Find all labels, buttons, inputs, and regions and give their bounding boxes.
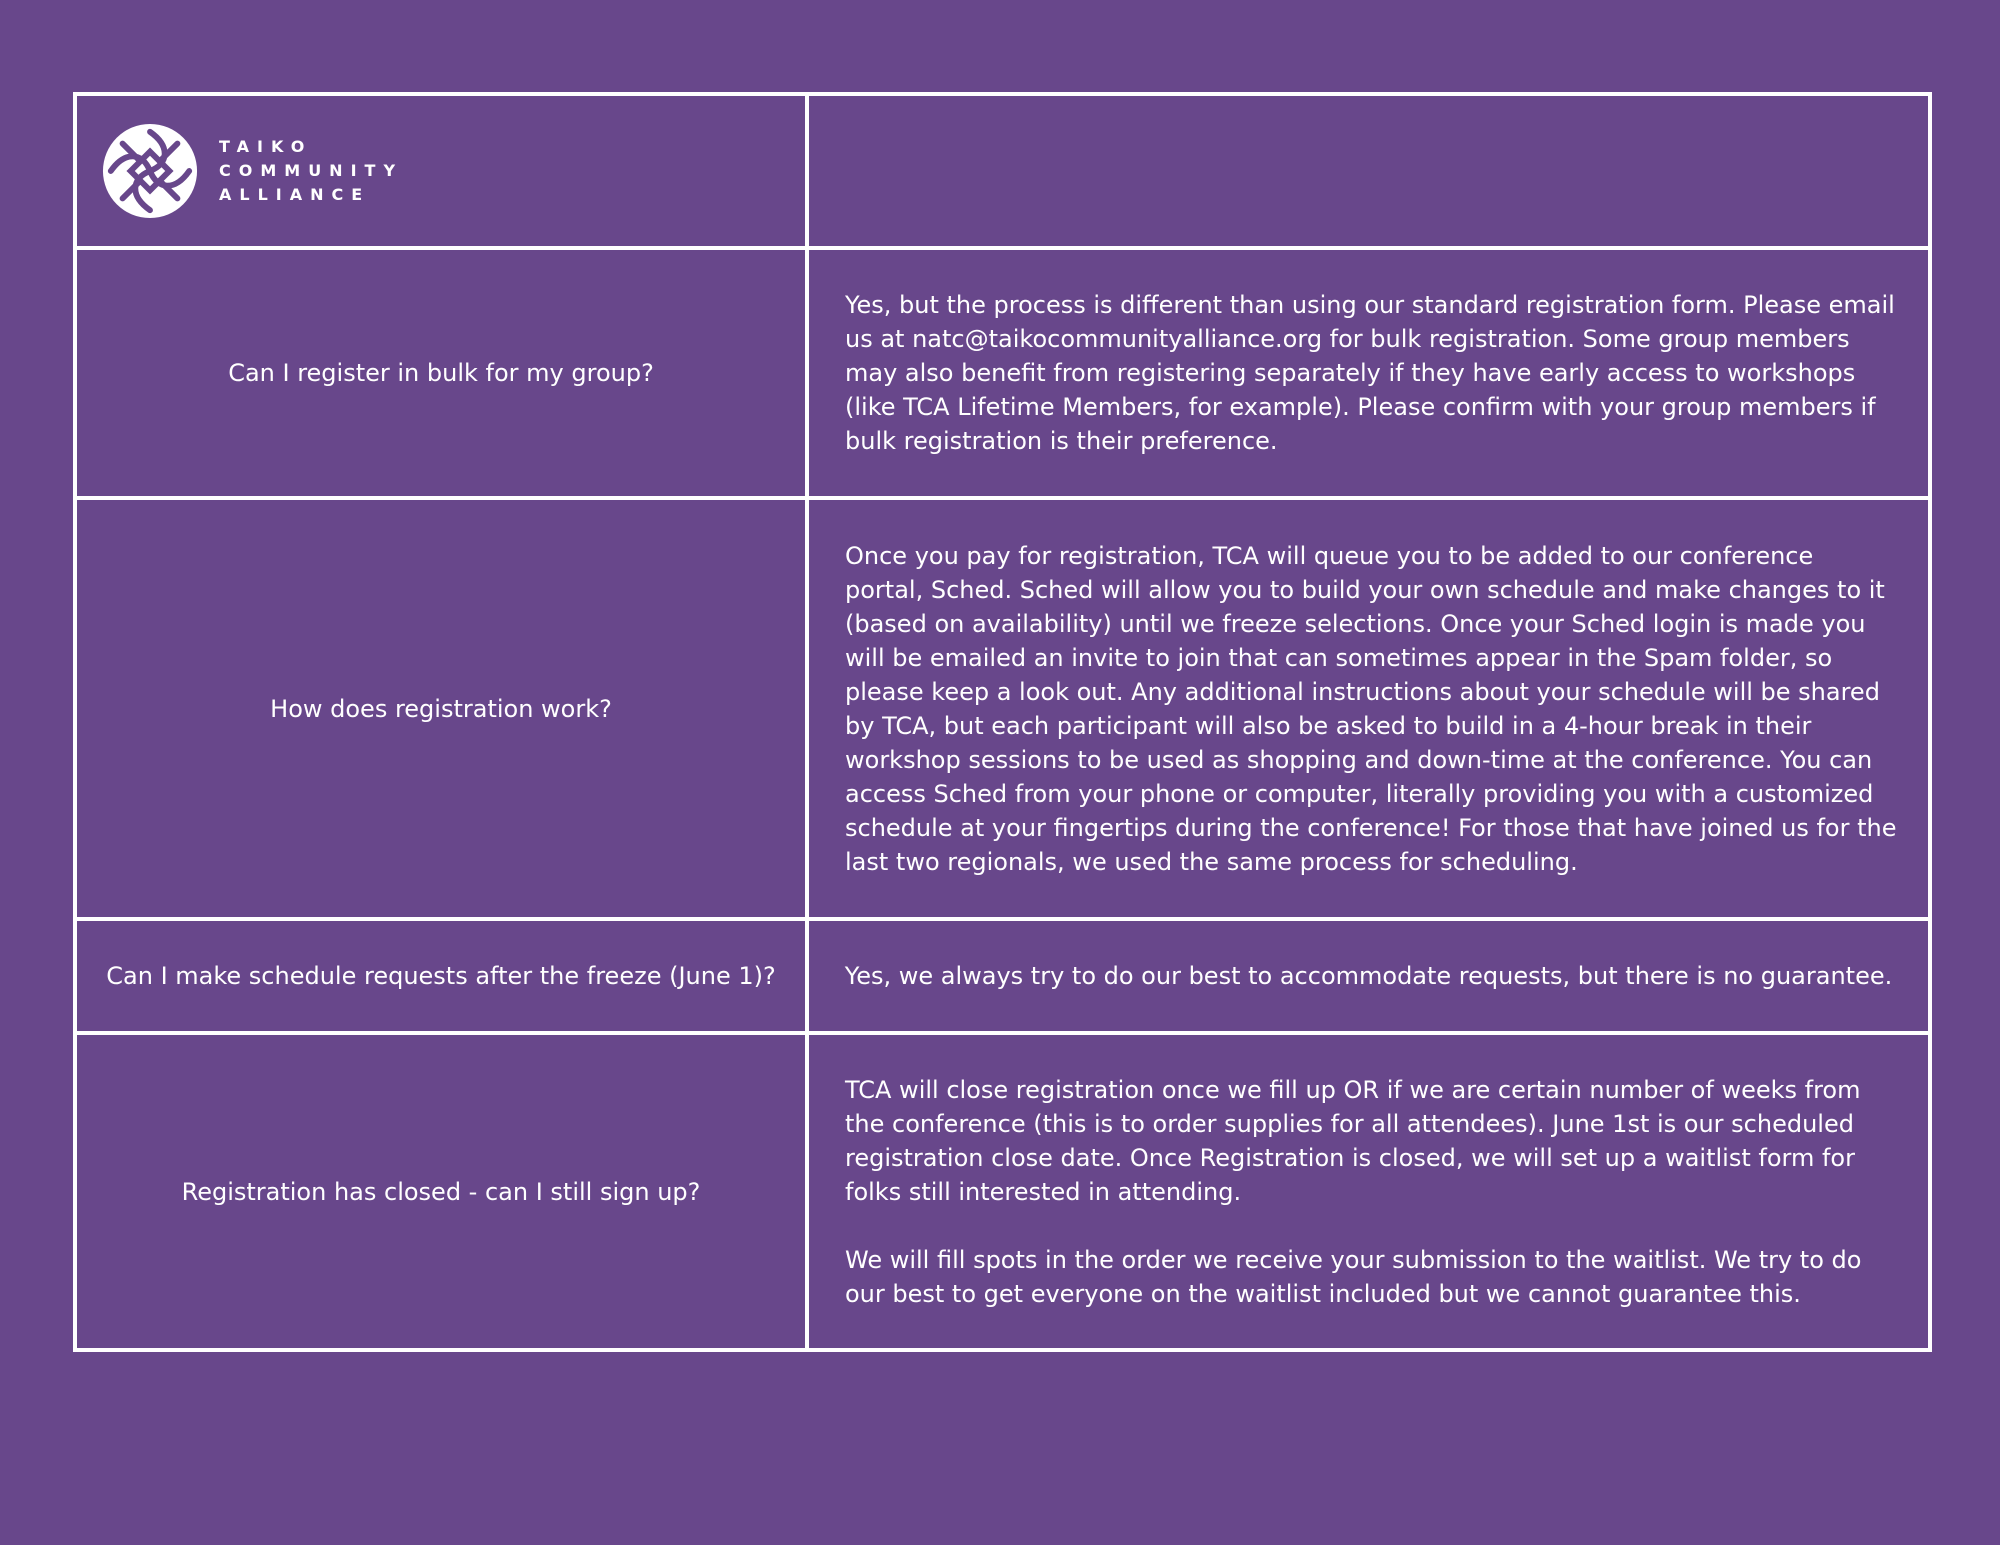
logo-wordmark [219, 135, 403, 207]
faq-row [75, 248, 1930, 498]
faq-answer-paragraph: TCA will close registration once we fill up OR if we are certain number of weeks from the conference (this is to order supplies for all attendees). June 1st is our scheduled registration close date. Once Registration is closed, we will set up a waitlist form for folks still interested in attending. [845, 1075, 1861, 1206]
faq-question: Registration has closed - can I still sign up? [75, 1033, 807, 1350]
faq-answer-paragraph: Once you pay for registration, TCA will queue you to be added to our conference portal, Sched. Sched will allow you to build your own schedule and make changes to it (based on availability) until we freeze selections. Once your Sched login is made you will be emailed an invite to join that can sometimes appear in the Spam folder, so please keep a look out. Any additional instructions about your schedule will be shared by TCA, but each participant will also be asked to build in a 4-hour break in their workshop sessions to be used as shopping and down-time at the conference. You can access Sched from your phone or computer, literally providing you with a customized schedule at your fingertips during the conference! For those that have joined us for the last two regionals, we used the same process for scheduling. [845, 541, 1897, 876]
logo-line-1: TAIKO [219, 137, 313, 156]
header-empty-cell [807, 94, 1930, 248]
logo-line-2: COMMUNITY [219, 161, 404, 180]
faq-answer-paragraph: Yes, we always try to do our best to accommodate requests, but there is no guarantee. [844, 962, 1893, 990]
taiko-knot-logo-icon [101, 122, 199, 220]
faq-answer-paragraph: We will fill spots in the order we receive your submission to the waitlist. We try to do our best to get everyone on the waitlist included but we cannot guarantee this. [845, 1245, 1862, 1308]
faq-row [75, 1033, 1930, 1350]
faq-question: Can I make schedule requests after the freeze (June 1)? [75, 919, 807, 1033]
header-row [75, 94, 1930, 248]
logo-line-3: ALLIANCE [219, 185, 371, 204]
logo [77, 122, 805, 220]
faq-answer-paragraph: Yes, but the process is different than using our standard registration form. Please email us at natc@taikocommunityalliance.org for bulk registration. Some group members may also benefit from registering separately if they have early access to workshops (like TCA Lifetime Members, for example). Please confirm with your group members if bulk registration is their preference. [845, 291, 1895, 455]
faq-answer [807, 919, 1930, 1033]
faq-table [73, 92, 1932, 1352]
faq-question: How does registration work? [75, 498, 807, 919]
faq-row [75, 919, 1930, 1033]
faq-row [75, 498, 1930, 919]
faq-answer [807, 248, 1930, 498]
faq-question: Can I register in bulk for my group? [75, 248, 807, 498]
faq-answer [807, 498, 1930, 919]
faq-answer [807, 1033, 1930, 1350]
logo-cell [75, 94, 807, 248]
